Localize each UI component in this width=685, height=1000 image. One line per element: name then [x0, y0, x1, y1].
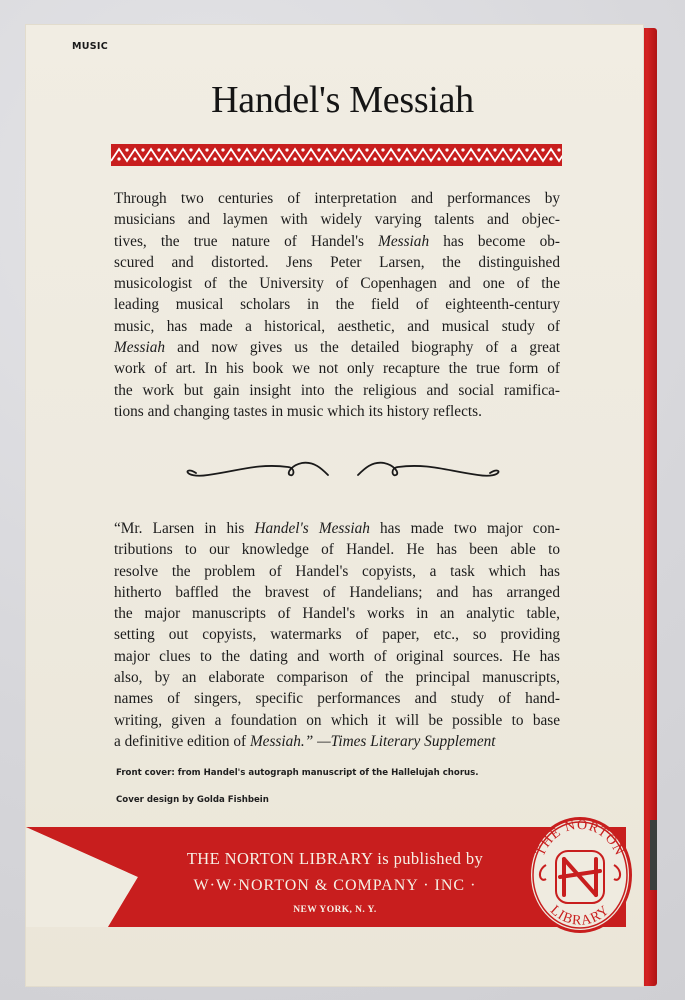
- zigzag-dot: [437, 157, 440, 160]
- zigzag-dot: [165, 157, 168, 160]
- zigzag-dot: [517, 157, 520, 160]
- zigzag-dot: [533, 157, 536, 160]
- zigzag-dot: [549, 157, 552, 160]
- zigzag-dot: [333, 148, 336, 151]
- zigzag-dot: [557, 148, 560, 151]
- zigzag-dot: [461, 148, 464, 151]
- zigzag-dot: [501, 157, 504, 160]
- text-line: setting out copyists, watermarks of paper, etc., so providing: [114, 626, 560, 644]
- zigzag-ornament: [111, 144, 562, 166]
- zigzag-dot: [453, 157, 456, 160]
- zigzag-dot: [245, 157, 248, 160]
- zigzag-dot: [149, 157, 152, 160]
- zigzag-dot: [541, 148, 544, 151]
- zigzag-dot: [269, 148, 272, 151]
- text-line: music, has made a historical, aesthetic, and musical study of: [114, 317, 560, 335]
- text-line: a definitive edition of Messiah.” —Times Literary Supplement: [114, 732, 496, 750]
- text-line: resolve the problem of Handel's copyists, a task which has: [114, 562, 560, 580]
- seal-top-text: THE NORTON: [533, 817, 627, 859]
- zigzag-dot: [213, 157, 216, 160]
- zigzag-dot: [141, 148, 144, 151]
- zigzag-dot: [365, 148, 368, 151]
- design-credit: Cover design by Golda Fishbein: [116, 795, 269, 805]
- front-cover-credit: Front cover: from Handel's autograph manuscript of the Hallelujah chorus.: [116, 768, 479, 778]
- text-line: hitherto baffled the bravest of Handelians; and has arranged: [114, 583, 560, 601]
- zigzag-dot: [117, 157, 120, 160]
- zigzag-dot: [317, 148, 320, 151]
- zigzag-dot: [381, 148, 384, 151]
- zigzag-dot: [157, 148, 160, 151]
- publisher-line-1: THE NORTON LIBRARY is published by: [186, 849, 484, 868]
- zigzag-dot: [125, 148, 128, 151]
- text-line: tives, the true nature of Handel's Messiah has become ob-: [114, 232, 560, 250]
- zigzag-dot: [189, 148, 192, 151]
- zigzag-dot: [205, 148, 208, 151]
- zigzag-dot: [261, 157, 264, 160]
- zigzag-dot: [429, 148, 432, 151]
- zigzag-dot: [349, 148, 352, 151]
- text-line: tributions to our knowledge of Handel. He has been able to: [114, 541, 560, 559]
- zigzag-dot: [229, 157, 232, 160]
- zigzag-dot: [469, 157, 472, 160]
- zigzag-dot: [133, 157, 136, 160]
- zigzag-dot: [293, 157, 296, 160]
- seal-bottom-text: LIBRARY: [547, 902, 613, 929]
- text-line: musicians and laymen with widely varying talents and objec-: [114, 211, 560, 229]
- zigzag-dot: [181, 157, 184, 160]
- zigzag-dot: [493, 148, 496, 151]
- zigzag-dot: [405, 157, 408, 160]
- flourish-ornament: [178, 459, 508, 485]
- text-line: leading musical scholars in the field of eighteenth-century: [114, 296, 560, 314]
- description-paragraph: [114, 188, 560, 422]
- zigzag-dot: [237, 148, 240, 151]
- zigzag-dot: [253, 148, 256, 151]
- zigzag-dot: [389, 157, 392, 160]
- zigzag-dot: [477, 148, 480, 151]
- text-line: musicologist of the University of Copenhagen and one of the: [114, 275, 560, 293]
- italic-title: Handel's Messiah: [254, 520, 370, 537]
- zigzag-dot: [445, 148, 448, 151]
- text-line: tions and changing tastes in music which its history reflects.: [114, 402, 482, 420]
- zigzag-dot: [373, 157, 376, 160]
- zigzag-dot: [525, 148, 528, 151]
- zigzag-dot: [397, 148, 400, 151]
- flourish-left: [187, 463, 328, 476]
- italic-title: Messiah: [114, 339, 165, 357]
- text-line: the work but gain insight into the religious and social ramifica-: [114, 381, 560, 399]
- zigzag-dot: [325, 157, 328, 160]
- italic-title: Messiah.” —Times Literary Supplement: [249, 732, 496, 750]
- text-line: major clues to the dating and worth of original sources. He has: [114, 647, 560, 665]
- italic-title: Messiah: [378, 232, 430, 250]
- zigzag-dot: [357, 157, 360, 160]
- norton-library-seal: [526, 815, 634, 935]
- zigzag-dot: [485, 157, 488, 160]
- review-quote: [114, 518, 560, 752]
- spine-label: [650, 820, 657, 890]
- publisher-line-2: W·W·NORTON & COMPANY · INC ·: [193, 877, 477, 894]
- zigzag-dot: [413, 148, 416, 151]
- zigzag-dot: [309, 157, 312, 160]
- category-label: MUSIC: [72, 41, 109, 52]
- text-line: “Mr. Larsen in his Handel's Messiah has made two major con-: [114, 520, 560, 537]
- text-line: work of art. In his book we not only recapture the true form of: [114, 360, 560, 378]
- publisher-line-3: NEW YORK, N. Y.: [293, 905, 377, 915]
- flourish-right: [358, 463, 499, 476]
- zigzag-dot: [277, 157, 280, 160]
- text-line: Messiah and now gives us the detailed biography of a great: [114, 339, 560, 357]
- zigzag-dot: [421, 157, 424, 160]
- zigzag-dot: [301, 148, 304, 151]
- book-title: Handel's Messiah: [211, 79, 474, 121]
- zigzag-dot: [509, 148, 512, 151]
- text-line: names of singers, specific performances and study of hand-: [114, 690, 560, 708]
- zigzag-dot: [285, 148, 288, 151]
- zigzag-dot: [341, 157, 344, 160]
- zigzag-dot: [221, 148, 224, 151]
- text-line: the major manuscripts of Handel's works in an analytic table,: [114, 605, 560, 623]
- text-line: also, by an elaborate comparison of the principal manuscripts,: [114, 669, 560, 687]
- zigzag-dot: [173, 148, 176, 151]
- zigzag-dot: [197, 157, 200, 160]
- text-line: Through two centuries of interpretation and performances by: [114, 190, 560, 207]
- text-line: scured and distorted. Jens Peter Larsen, the distinguished: [114, 253, 560, 271]
- text-line: writing, given a foundation on which it will be possible to base: [114, 711, 560, 729]
